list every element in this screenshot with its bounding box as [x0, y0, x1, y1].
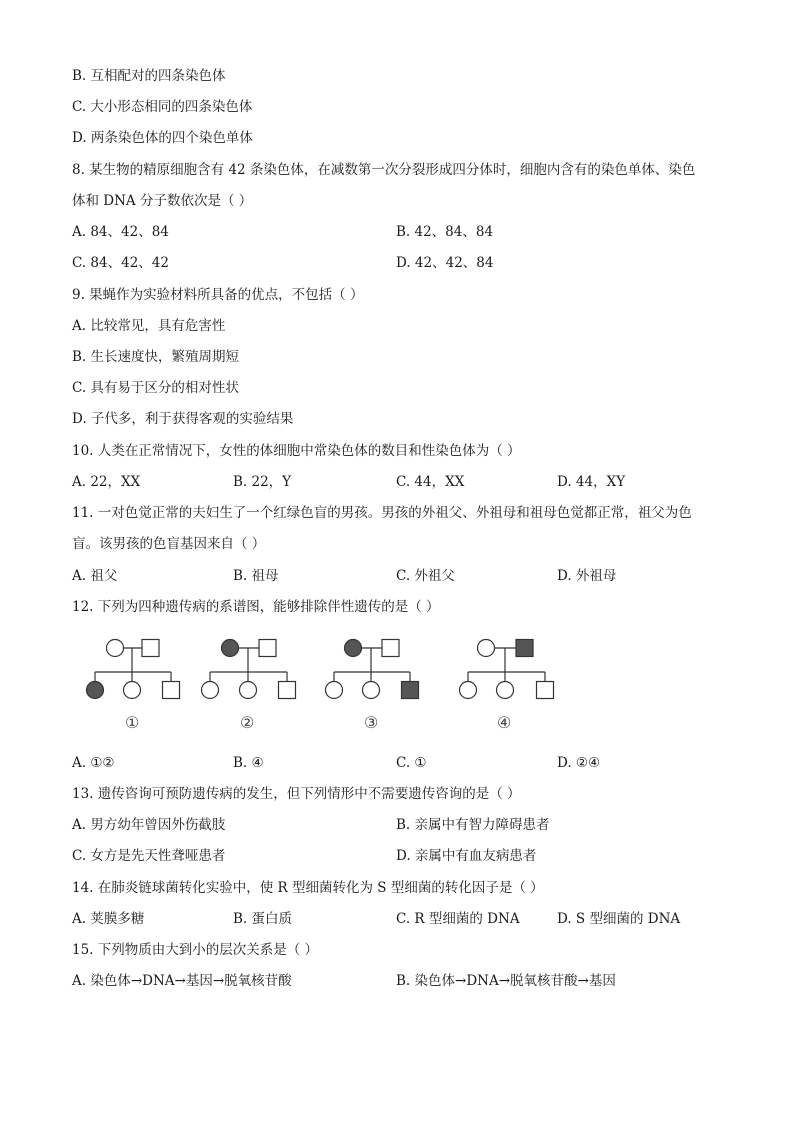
pedigree-3	[326, 640, 419, 699]
q10-option-d[interactable]: D. 44，XY	[557, 474, 626, 490]
q15-option-a[interactable]: A. 染色体→DNA→基因→脱氧核苷酸	[72, 973, 292, 989]
q12-option-c[interactable]: C. ①	[396, 755, 427, 771]
q9-option-a[interactable]: A. 比较常见，具有危害性	[72, 318, 226, 334]
q12-option-b[interactable]: B. ④	[233, 755, 264, 771]
pedigree-figure	[82, 630, 562, 710]
q14-option-b[interactable]: B. 蛋白质	[233, 911, 293, 927]
q9-option-d[interactable]: D. 子代多，利于获得客观的实验结果	[72, 411, 294, 427]
q8-option-b[interactable]: B. 42、84、84	[396, 224, 494, 240]
question-8-stem-cont: 体和 DNA 分子数依次是（ ）	[72, 193, 253, 209]
question-9-stem: 9. 果蝇作为实验材料所具备的优点，不包括（ ）	[72, 287, 364, 303]
q15-option-b[interactable]: B. 染色体→DNA→脱氧核苷酸→基因	[396, 973, 616, 989]
q14-option-a[interactable]: A. 荚膜多糖	[72, 911, 145, 927]
q13-option-a[interactable]: A. 男方幼年曾因外伤截肢	[72, 817, 226, 833]
q13-option-c[interactable]: C. 女方是先天性聋哑患者	[72, 848, 226, 864]
q11-option-d[interactable]: D. 外祖母	[557, 568, 617, 584]
q12-option-d[interactable]: D. ②④	[557, 755, 601, 771]
q14-option-c[interactable]: C. R 型细菌的 DNA	[396, 911, 520, 927]
question-12-stem: 12. 下列为四种遗传病的系谱图，能够排除伴性遗传的是（ ）	[72, 599, 440, 615]
question-11-stem: 11. 一对色觉正常的夫妇生了一个红绿色盲的男孩。男孩的外祖父、外祖母和祖母色觉都正常，祖父为色	[72, 505, 692, 521]
question-13-stem: 13. 遗传咨询可预防遗传病的发生，但下列情形中不需要遗传咨询的是（ ）	[72, 786, 521, 802]
line-c-option: C. 大小形态相同的四条染色体	[72, 99, 253, 115]
q12-option-a[interactable]: A. ①②	[72, 755, 115, 771]
q13-option-d[interactable]: D. 亲属中有血友病患者	[396, 848, 537, 864]
pedigree-1	[87, 640, 180, 699]
line-d-option: D. 两条染色体的四个染色单体	[72, 130, 253, 146]
q10-option-a[interactable]: A. 22，XX	[72, 474, 141, 490]
question-14-stem: 14. 在肺炎链球菌转化实验中，使 R 型细菌转化为 S 型细菌的转化因子是（ ）	[72, 880, 544, 896]
q11-option-b[interactable]: B. 祖母	[233, 568, 279, 584]
q13-option-b[interactable]: B. 亲属中有智力障碍患者	[396, 817, 550, 833]
line-b-option: B. 互相配对的四条染色体	[72, 68, 226, 84]
pedigree-label-2: ②	[240, 713, 255, 732]
question-11-stem-cont: 盲。该男孩的色盲基因来自（ ）	[72, 536, 266, 552]
q10-option-c[interactable]: C. 44，XX	[396, 474, 465, 490]
q9-option-b[interactable]: B. 生长速度快，繁殖周期短	[72, 349, 240, 365]
q8-option-a[interactable]: A. 84、42、84	[72, 224, 169, 240]
q8-option-c[interactable]: C. 84、42、42	[72, 255, 169, 271]
q8-option-d[interactable]: D. 42、42、84	[396, 255, 494, 271]
q10-option-b[interactable]: B. 22，Y	[233, 474, 292, 490]
q14-option-d[interactable]: D. S 型细菌的 DNA	[557, 911, 681, 927]
question-15-stem: 15. 下列物质由大到小的层次关系是（ ）	[72, 942, 319, 958]
question-10-stem: 10. 人类在正常情况下，女性的体细胞中常染色体的数目和性染色体为（ ）	[72, 443, 521, 459]
question-8-stem: 8. 某生物的精原细胞含有 42 条染色体，在减数第一次分裂形成四分体时，细胞内含有的染色单体、染色	[72, 162, 696, 178]
q9-option-c[interactable]: C. 具有易于区分的相对性状	[72, 380, 239, 396]
pedigree-label-3: ③	[364, 713, 379, 732]
pedigree-2	[202, 640, 296, 699]
q11-option-a[interactable]: A. 祖父	[72, 568, 118, 584]
pedigree-4	[460, 640, 554, 699]
q11-option-c[interactable]: C. 外祖父	[396, 568, 455, 584]
pedigree-label-1: ①	[125, 713, 140, 732]
pedigree-label-4: ④	[497, 713, 512, 732]
